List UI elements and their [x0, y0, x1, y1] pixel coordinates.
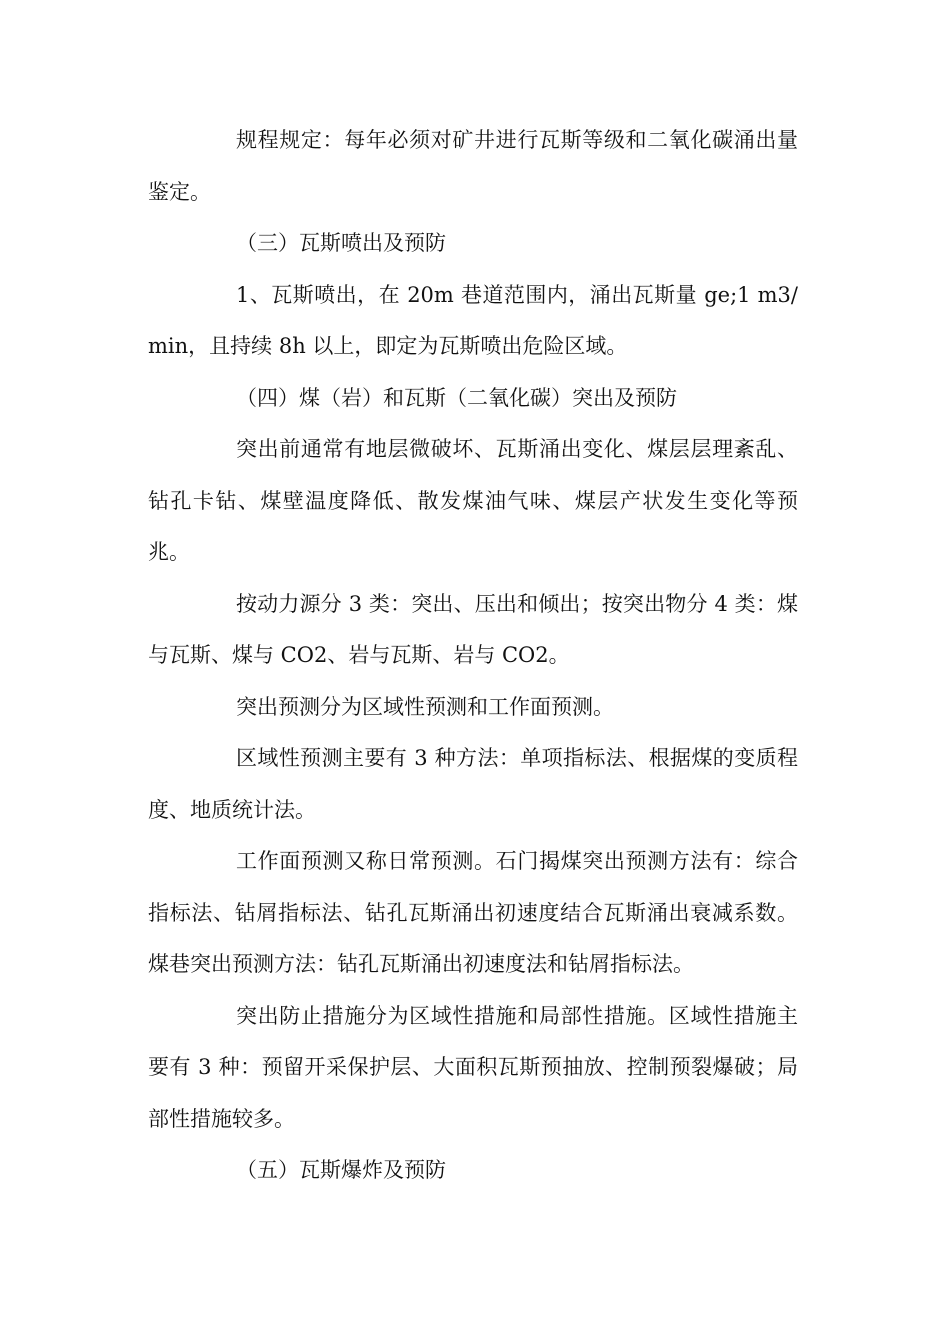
- section-heading-gas-explosion: （五）瓦斯爆炸及预防: [236, 1158, 446, 1182]
- section-heading-coal-rock-outburst: （四）煤（岩）和瓦斯（二氧化碳）突出及预防: [236, 385, 677, 410]
- document-body: [148, 115, 798, 1197]
- paragraph-gas-outburst-definition: 1、瓦斯喷出，在 20m 巷道范围内，涌出瓦斯量 ge;1 m3/min，且持续 8h 以上，即定为瓦斯喷出危险区域。: [148, 282, 798, 358]
- paragraph-outburst-prediction: 突出预测分为区域性预测和工作面预测。: [236, 694, 614, 719]
- section-heading-gas-outburst: （三）瓦斯喷出及预防: [236, 231, 446, 255]
- paragraph-outburst-prevention: 突出防止措施分为区域性措施和局部性措施。区域性措施主要有 3 种：预留开采保护层、大面积瓦斯预抽放、控制预裂爆破；局部性措施较多。: [148, 1003, 798, 1131]
- paragraph-outburst-precursors: 突出前通常有地层微破坏、瓦斯涌出变化、煤层层理紊乱、钻孔卡钻、煤壁温度降低、散发煤油气味、煤层产状发生变化等预兆。: [148, 437, 798, 564]
- paragraph-regional-prediction: 区域性预测主要有 3 种方法：单项指标法、根据煤的变质程度、地质统计法。: [148, 746, 798, 822]
- paragraph-working-face-prediction: 工作面预测又称日常预测。石门揭煤突出预测方法有：综合指标法、钻屑指标法、钻孔瓦斯涌出初速度结合瓦斯涌出衰减系数。煤巷突出预测方法：钻孔瓦斯涌出初速度法和钻屑指标法。: [148, 849, 798, 976]
- paragraph-gas-identification: 规程规定：每年必须对矿井进行瓦斯等级和二氧化碳涌出量鉴定。: [148, 128, 798, 204]
- paragraph-outburst-classification: 按动力源分 3 类：突出、压出和倾出；按突出物分 4 类：煤与瓦斯、煤与 CO2、岩与瓦斯、岩与 CO2。: [148, 591, 798, 667]
